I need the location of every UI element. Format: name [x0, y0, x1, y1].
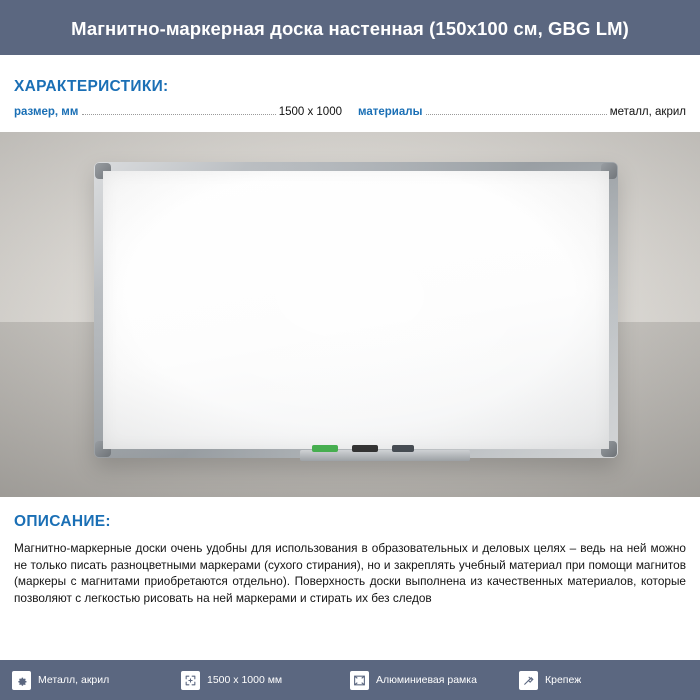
- spec-label: материалы: [358, 106, 423, 118]
- description-heading: ОПИСАНИЕ:: [14, 513, 111, 530]
- page-title: Магнитно-маркерная доска настенная (150х100 см, GBG LM): [71, 18, 629, 39]
- feature-label: Крепеж: [545, 674, 582, 686]
- spec-value: металл, акрил: [609, 106, 686, 118]
- feature-size: [181, 671, 350, 690]
- spec-item-size: [14, 106, 342, 118]
- feature-mounting: [519, 671, 688, 690]
- feature-bar: [0, 660, 700, 700]
- photo-vignette: [0, 132, 700, 497]
- specifications-section: [0, 58, 700, 118]
- specifications-heading: ХАРАКТЕРИСТИКИ:: [14, 78, 169, 95]
- description-section: [0, 497, 700, 606]
- frame-icon: [350, 671, 369, 690]
- feature-frame: [350, 671, 519, 690]
- specification-row: [14, 106, 686, 118]
- screws-icon: [519, 671, 538, 690]
- dot-leader: [82, 114, 275, 115]
- feature-label: 1500 x 1000 мм: [207, 674, 283, 686]
- dot-leader: [426, 114, 606, 115]
- spec-label: размер, мм: [14, 106, 79, 118]
- description-text: Магнитно-маркерные доски очень удобны для использования в образовательных и деловых целях – ведь на ней можно не только писать разноцветными маркерами (сухого стирания), но и закреплять учебный материал при помощи магнитов (маркеры с магнитами приобретаются отдельно). Поверхность доски выполнена из качественных материалов, которые позволяют с легкостью рисовать на ней маркерами и стирать их без следов: [14, 541, 686, 605]
- feature-label: Алюминиевая рамка: [376, 674, 477, 686]
- spec-item-materials: [358, 106, 686, 118]
- gear-icon: [12, 671, 31, 690]
- product-photo: [0, 132, 700, 497]
- spec-value: 1500 x 1000: [278, 106, 342, 118]
- resize-icon: [181, 671, 200, 690]
- feature-material: [12, 671, 181, 690]
- feature-label: Металл, акрил: [38, 674, 110, 686]
- page-header: [0, 0, 700, 58]
